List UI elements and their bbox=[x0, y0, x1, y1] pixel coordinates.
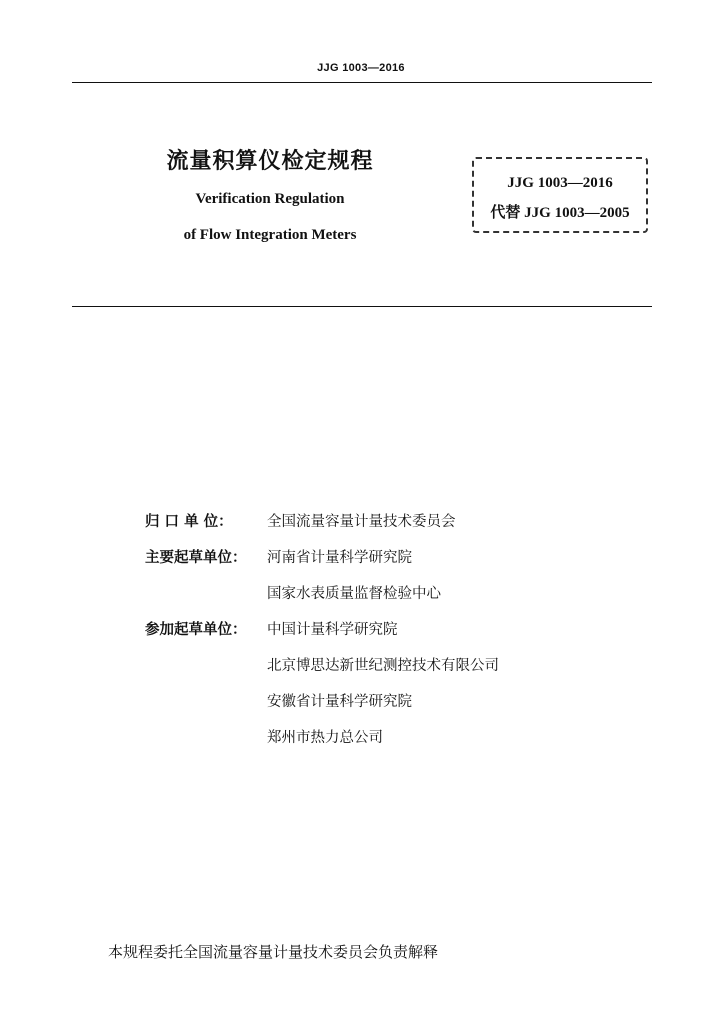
participating-drafting-unit: 郑州市热力总公司 bbox=[267, 730, 383, 746]
participating-drafting-unit: 北京博思达新世纪测控技术有限公司 bbox=[267, 658, 499, 674]
current-code: JJG 1003—2016 bbox=[507, 175, 613, 191]
replaced-code: 代替 JJG 1003—2005 bbox=[490, 205, 630, 221]
org-row-participating-3 bbox=[145, 690, 625, 726]
standard-code-header: JJG 1003—2016 bbox=[317, 62, 405, 74]
main-drafting-label: 主要起草单位： bbox=[145, 550, 247, 566]
title-english-line-1: Verification Regulation bbox=[195, 191, 345, 207]
interpretation-note: 本规程委托全国流量容量计量技术委员会负责解释 bbox=[108, 943, 439, 961]
participating-drafting-unit: 中国计量科学研究院 bbox=[267, 622, 398, 638]
participating-drafting-unit: 安徽省计量科学研究院 bbox=[267, 694, 412, 710]
org-row-responsible bbox=[145, 510, 625, 546]
responsible-unit-label: 归 口 单 位： bbox=[145, 514, 233, 530]
main-drafting-unit: 河南省计量科学研究院 bbox=[267, 550, 412, 566]
responsible-unit-value: 全国流量容量计量技术委员会 bbox=[267, 514, 456, 530]
org-row-main-2 bbox=[145, 582, 625, 618]
participating-drafting-label: 参加起草单位： bbox=[145, 622, 247, 638]
standard-code-box bbox=[472, 157, 648, 233]
title-english-line-2: of Flow Integration Meters bbox=[183, 227, 357, 243]
org-row-participating-1 bbox=[145, 618, 625, 654]
org-row-main-1 bbox=[145, 546, 625, 582]
organization-list bbox=[145, 510, 625, 762]
org-row-participating-4 bbox=[145, 726, 625, 762]
middle-divider bbox=[72, 306, 652, 307]
main-drafting-unit: 国家水表质量监督检验中心 bbox=[267, 586, 441, 602]
org-row-participating-2 bbox=[145, 654, 625, 690]
title-chinese: 流量积算仪检定规程 bbox=[166, 149, 374, 174]
top-divider bbox=[72, 82, 652, 83]
